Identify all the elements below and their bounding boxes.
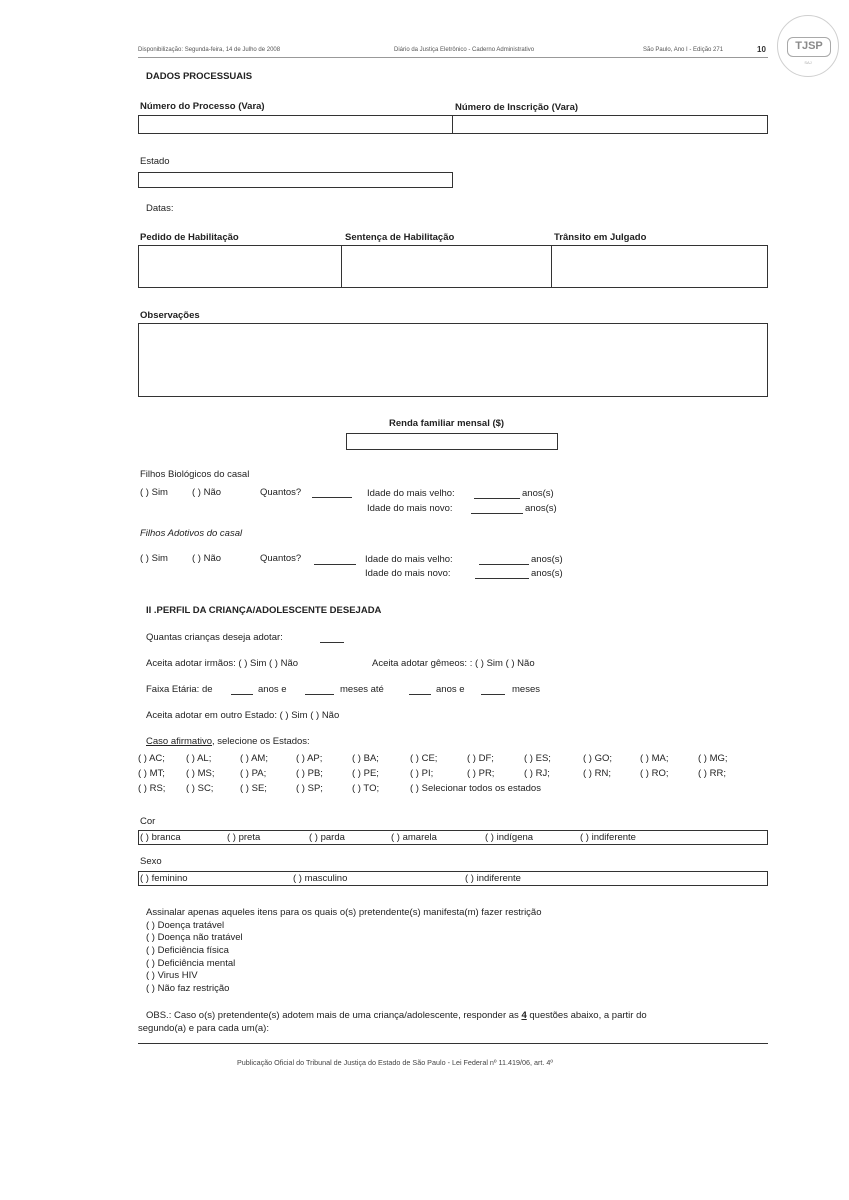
faixa-anos-1: anos e — [258, 684, 287, 695]
restricao-deficiencia-mental[interactable]: ( ) Deficiência mental — [146, 958, 236, 969]
restricao-doenca-nao-tratavel[interactable]: ( ) Doença não tratável — [146, 932, 243, 943]
faixa-blank-3[interactable] — [409, 685, 431, 695]
quantas-label: Quantas crianças deseja adotar: — [146, 632, 283, 643]
estado-option[interactable]: ( ) AL; — [186, 753, 212, 764]
bio-novo-label: Idade do mais novo: — [367, 503, 453, 514]
estado-option[interactable]: ( ) RN; — [583, 768, 611, 779]
bio-velho-label: Idade do mais velho: — [367, 488, 455, 499]
estado-option[interactable]: ( ) SC; — [186, 783, 214, 794]
estado-option[interactable]: ( ) RR; — [698, 768, 726, 779]
obs-line-1 — [146, 1010, 647, 1021]
caso-afirmativo — [146, 736, 310, 747]
quantas-blank[interactable] — [320, 633, 344, 643]
bio-quantos-label: Quantos? — [260, 487, 302, 498]
estado-option[interactable]: ( ) RO; — [640, 768, 669, 779]
transito-label: Trânsito em Julgado — [554, 232, 647, 243]
cor-parda[interactable]: ( ) parda — [309, 832, 345, 843]
estado-option[interactable]: ( ) AC; — [138, 753, 165, 764]
estado-option[interactable]: ( ) PR; — [467, 768, 495, 779]
adot-velho-blank[interactable] — [479, 555, 529, 565]
renda-label: Renda familiar mensal ($) — [389, 418, 505, 429]
faixa-label: Faixa Etária: de — [146, 684, 213, 695]
estado-option[interactable]: ( ) BA; — [352, 753, 379, 764]
header-date: Disponibilização: Segunda-feira, 14 de Julho de 2008 — [138, 47, 281, 53]
transito-field[interactable] — [551, 245, 768, 288]
sentenca-label: Sentença de Habilitação — [345, 232, 455, 243]
sentenca-field[interactable] — [341, 245, 552, 288]
cor-amarela[interactable]: ( ) amarela — [391, 832, 437, 843]
bio-novo-blank[interactable] — [471, 504, 523, 514]
cor-indigena[interactable]: ( ) indígena — [485, 832, 534, 843]
sexo-row — [138, 871, 768, 886]
sexo-label: Sexo — [140, 856, 162, 867]
header-rule — [138, 57, 768, 58]
observacoes-field[interactable] — [138, 323, 768, 397]
bio-title: Filhos Biológicos do casal — [140, 469, 250, 480]
obs-text-a: OBS.: Caso o(s) pretendente(s) adotem mais de uma criança/adolescente, responder as — [146, 1010, 519, 1021]
gemeos-option[interactable]: Aceita adotar gêmeos: : ( ) Sim ( ) Não — [372, 658, 535, 669]
restricao-virus-hiv[interactable]: ( ) Virus HIV — [146, 970, 198, 981]
restricao-nao-faz[interactable]: ( ) Não faz restrição — [146, 983, 230, 994]
estado-option[interactable]: ( ) MS; — [186, 768, 215, 779]
estado-option[interactable]: ( ) PE; — [352, 768, 379, 779]
footer-text: Publicação Oficial do Tribunal de Justiça do Estado de São Paulo - Lei Federal nº 11.419/06, art. 4º — [237, 1058, 553, 1067]
estado-option[interactable]: ( ) DF; — [467, 753, 494, 764]
cor-row — [138, 830, 768, 845]
datas-label: Datas: — [146, 203, 174, 214]
header-edition: São Paulo, Ano I - Edição 271 — [643, 47, 724, 53]
adot-nao[interactable]: ( ) Não — [192, 553, 222, 564]
observacoes-label: Observações — [140, 310, 200, 321]
estado-field[interactable] — [138, 172, 453, 188]
cor-branca[interactable]: ( ) branca — [140, 832, 181, 843]
estado-option[interactable]: ( ) SE; — [240, 783, 267, 794]
estado-option[interactable]: ( ) SP; — [296, 783, 323, 794]
outro-estado-option[interactable]: Aceita adotar em outro Estado: ( ) Sim ( ) Não — [146, 710, 340, 721]
dados-title: DADOS PROCESSUAIS — [146, 71, 253, 82]
bio-sim[interactable]: ( ) Sim — [140, 487, 168, 498]
faixa-blank-4[interactable] — [481, 685, 505, 695]
numero-processo-label: Número do Processo (Vara) — [140, 101, 265, 112]
restricao-deficiencia-fisica[interactable]: ( ) Deficiência física — [146, 945, 229, 956]
numero-inscricao-label: Número de Inscrição (Vara) — [455, 102, 579, 113]
obs-text-b: questões abaixo, a partir do — [529, 1010, 647, 1021]
estado-option[interactable]: ( ) AP; — [296, 753, 323, 764]
obs-rule — [138, 1043, 768, 1044]
estado-option[interactable]: ( ) MG; — [698, 753, 728, 764]
bio-novo-anos: anos(s) — [525, 503, 557, 514]
renda-field[interactable] — [346, 433, 558, 450]
cor-indiferente[interactable]: ( ) indiferente — [580, 832, 636, 843]
adot-title: Filhos Adotivos do casal — [140, 528, 243, 539]
irmaos-option[interactable]: Aceita adotar irmãos: ( ) Sim ( ) Não — [146, 658, 299, 669]
seal-text: TJSP — [787, 37, 831, 57]
adot-quantos-blank[interactable] — [314, 555, 356, 565]
perfil-title: II .PERFIL DA CRIANÇA/ADOLESCENTE DESEJADA — [146, 605, 382, 616]
estado-option[interactable]: ( ) TO; — [352, 783, 380, 794]
estado-option[interactable]: ( ) ES; — [524, 753, 551, 764]
cor-preta[interactable]: ( ) preta — [227, 832, 261, 843]
bio-quantos-blank[interactable] — [312, 488, 352, 498]
cor-label: Cor — [140, 816, 156, 827]
estado-option[interactable]: ( ) MA; — [640, 753, 669, 764]
adot-novo-label: Idade do mais novo: — [365, 568, 451, 579]
faixa-anos-2: anos e — [436, 684, 465, 695]
adot-novo-blank[interactable] — [475, 569, 529, 579]
pedido-label: Pedido de Habilitação — [140, 232, 239, 243]
caso-afirmativo-rest: , selecione os Estados: — [212, 736, 310, 747]
estado-option[interactable]: ( ) CE; — [410, 753, 438, 764]
estado-option[interactable]: ( ) Selecionar todos os estados — [410, 783, 541, 794]
estado-label: Estado — [140, 156, 170, 167]
sexo-masculino[interactable]: ( ) masculino — [293, 873, 348, 884]
estado-option[interactable]: ( ) MT; — [138, 768, 165, 779]
caso-afirmativo-underlined: Caso afirmativo — [146, 736, 212, 747]
estado-option[interactable]: ( ) AM; — [240, 753, 268, 764]
adot-velho-anos: anos(s) — [531, 554, 563, 565]
faixa-blank-1[interactable] — [231, 685, 253, 695]
estado-option[interactable]: ( ) RJ; — [524, 768, 550, 779]
faixa-meses-ate: meses até — [340, 684, 384, 695]
estado-option[interactable]: ( ) RS; — [138, 783, 166, 794]
restricao-title: Assinalar apenas aqueles itens para os quais o(s) pretendente(s) manifesta(m) fazer restrição — [146, 907, 542, 918]
obs-number: 4 — [521, 1010, 527, 1021]
header-publication: Diário da Justiça Eletrônico - Caderno Administrativo — [394, 47, 535, 53]
numero-inscricao-field[interactable] — [452, 115, 768, 134]
sexo-feminino[interactable]: ( ) feminino — [140, 873, 188, 884]
restricao-doenca-tratavel[interactable]: ( ) Doença tratável — [146, 920, 225, 931]
estado-option[interactable]: ( ) PA; — [240, 768, 267, 779]
estado-option[interactable]: ( ) PB; — [296, 768, 323, 779]
obs-line-2: segundo(a) e para cada um(a): — [138, 1023, 269, 1034]
estado-option[interactable]: ( ) GO; — [583, 753, 613, 764]
bio-velho-anos: anos(s) — [522, 488, 554, 499]
faixa-meses: meses — [512, 684, 540, 695]
numero-processo-field[interactable] — [138, 115, 453, 134]
adot-velho-label: Idade do mais velho: — [365, 554, 453, 565]
seal-sub: SAJ — [804, 60, 812, 65]
tjsp-seal-icon — [777, 15, 839, 77]
adot-novo-anos: anos(s) — [531, 568, 563, 579]
pedido-field[interactable] — [138, 245, 342, 288]
bio-nao[interactable]: ( ) Não — [192, 487, 222, 498]
estado-option[interactable]: ( ) PI; — [410, 768, 434, 779]
adot-quantos-label: Quantos? — [260, 553, 302, 564]
adot-sim[interactable]: ( ) Sim — [140, 553, 168, 564]
page-number: 10 — [757, 45, 766, 54]
sexo-indiferente[interactable]: ( ) indiferente — [465, 873, 521, 884]
bio-velho-blank[interactable] — [474, 489, 520, 499]
faixa-blank-2[interactable] — [305, 685, 334, 695]
